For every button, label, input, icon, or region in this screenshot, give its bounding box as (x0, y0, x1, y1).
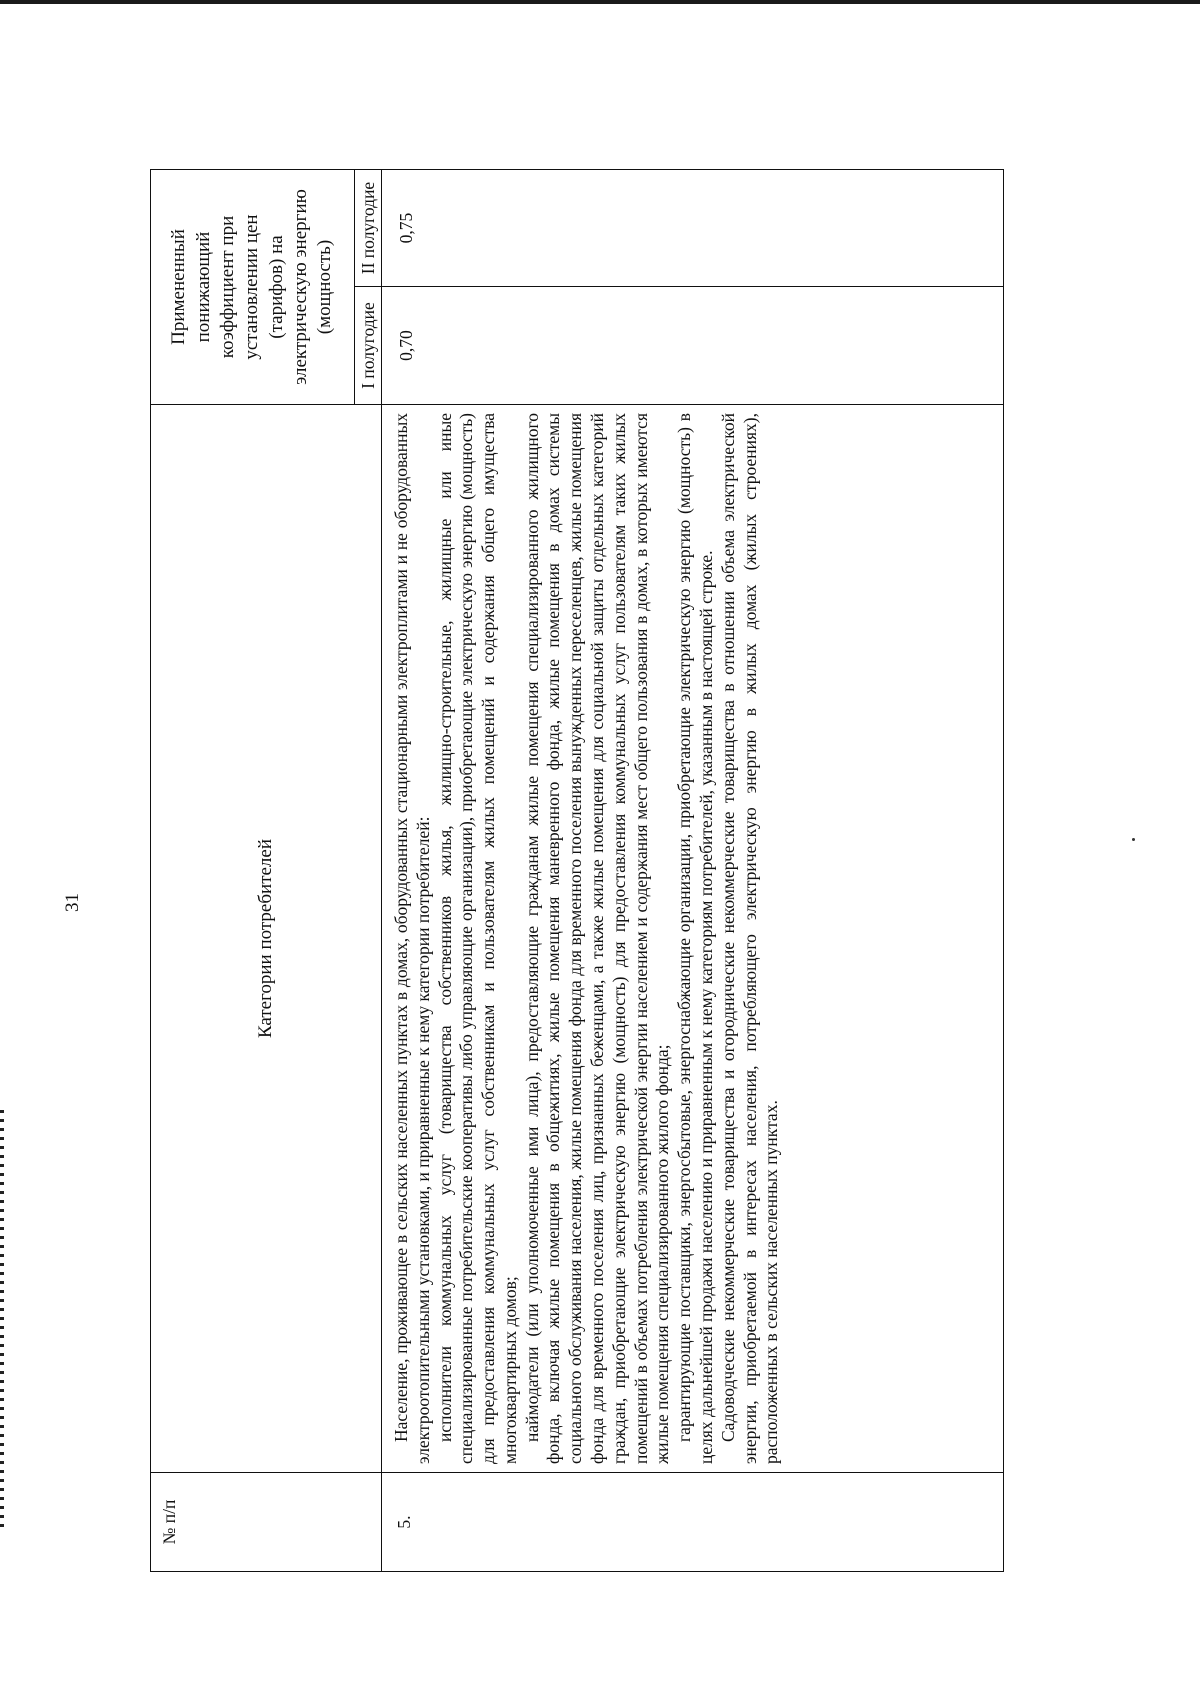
header-half-1: I полугодие (355, 287, 382, 405)
header-num: № п/п (151, 1473, 382, 1572)
consumer-categories-table (150, 169, 1004, 1572)
header-coefficient: Примененный понижающий коэффициент при установлении цен (тарифов) на электрическую энергию (мощность) (151, 170, 355, 405)
coef-half-2: 0,75 (382, 170, 1004, 287)
category-paragraph: Садоводческие некоммерческие товарищества и огороднические некоммерческие товарищества в отношении объема электрической энергии, приобретаемой в интересах населения, потребляющего электрическую энергию в жилых домах (жилых строениях), расположенных в сельских населенных пунктах. (717, 413, 782, 1464)
category-paragraph: наймодатели (или уполномоченные ими лица), предоставляющие гражданам жилые помещения специализированного жилищного фонда, включая жилые помещения в общежитиях, жилые помещения маневренного фонда, жилые помещения в домах системы социального обслуживания населения, жилые помещения фонда для временного поселения вынужденных переселенцев, жилые помещения фонда для временного поселения лиц, признанных беженцами, а также жилые помещения для социальной защиты отдельных категорий граждан, приобретающие электрическую энергию (мощность) для предоставления коммунальных услуг пользователям таких жилых помещений в объемах потребления электрической энергии населением и содержания мест общего пользования в домах, в которых имеются жилые помещения специализированного жилого фонда; (521, 413, 673, 1464)
header-half-2: II полугодие (355, 170, 382, 287)
category-paragraph: исполнители коммунальных услуг (товарищества собственников жилья, жилищно-строительные, жилищные или иные специализированные потребительские кооперативы либо управляющие организации), приобретающие электрическую энергию (мощность) для предоставления коммунальных услуг собственникам и пользователям жилых помещений и содержания общего имущества многоквартирных домов; (434, 413, 520, 1464)
row-category-text (382, 405, 1004, 1473)
coef-half-1: 0,70 (382, 287, 1004, 405)
row-number: 5. (382, 1473, 1004, 1572)
category-paragraph: гарантирующие поставщики, энергосбытовые, энергоснабжающие организации, приобретающие электрическую энергию (мощность) в целях дальнейшей продажи населению и приравненным к нему категориям потребителей, указанным в настоящей строке. (674, 413, 716, 1464)
header-category: Категории потребителей (151, 405, 382, 1473)
category-paragraph: Население, проживающее в сельских населенных пунктах в домах, оборудованных стационарными электроплитами и не оборудованных электроотопительными установками, и приравненные к нему категории потребителей: (391, 413, 433, 1464)
page-number: 31 (62, 893, 83, 912)
